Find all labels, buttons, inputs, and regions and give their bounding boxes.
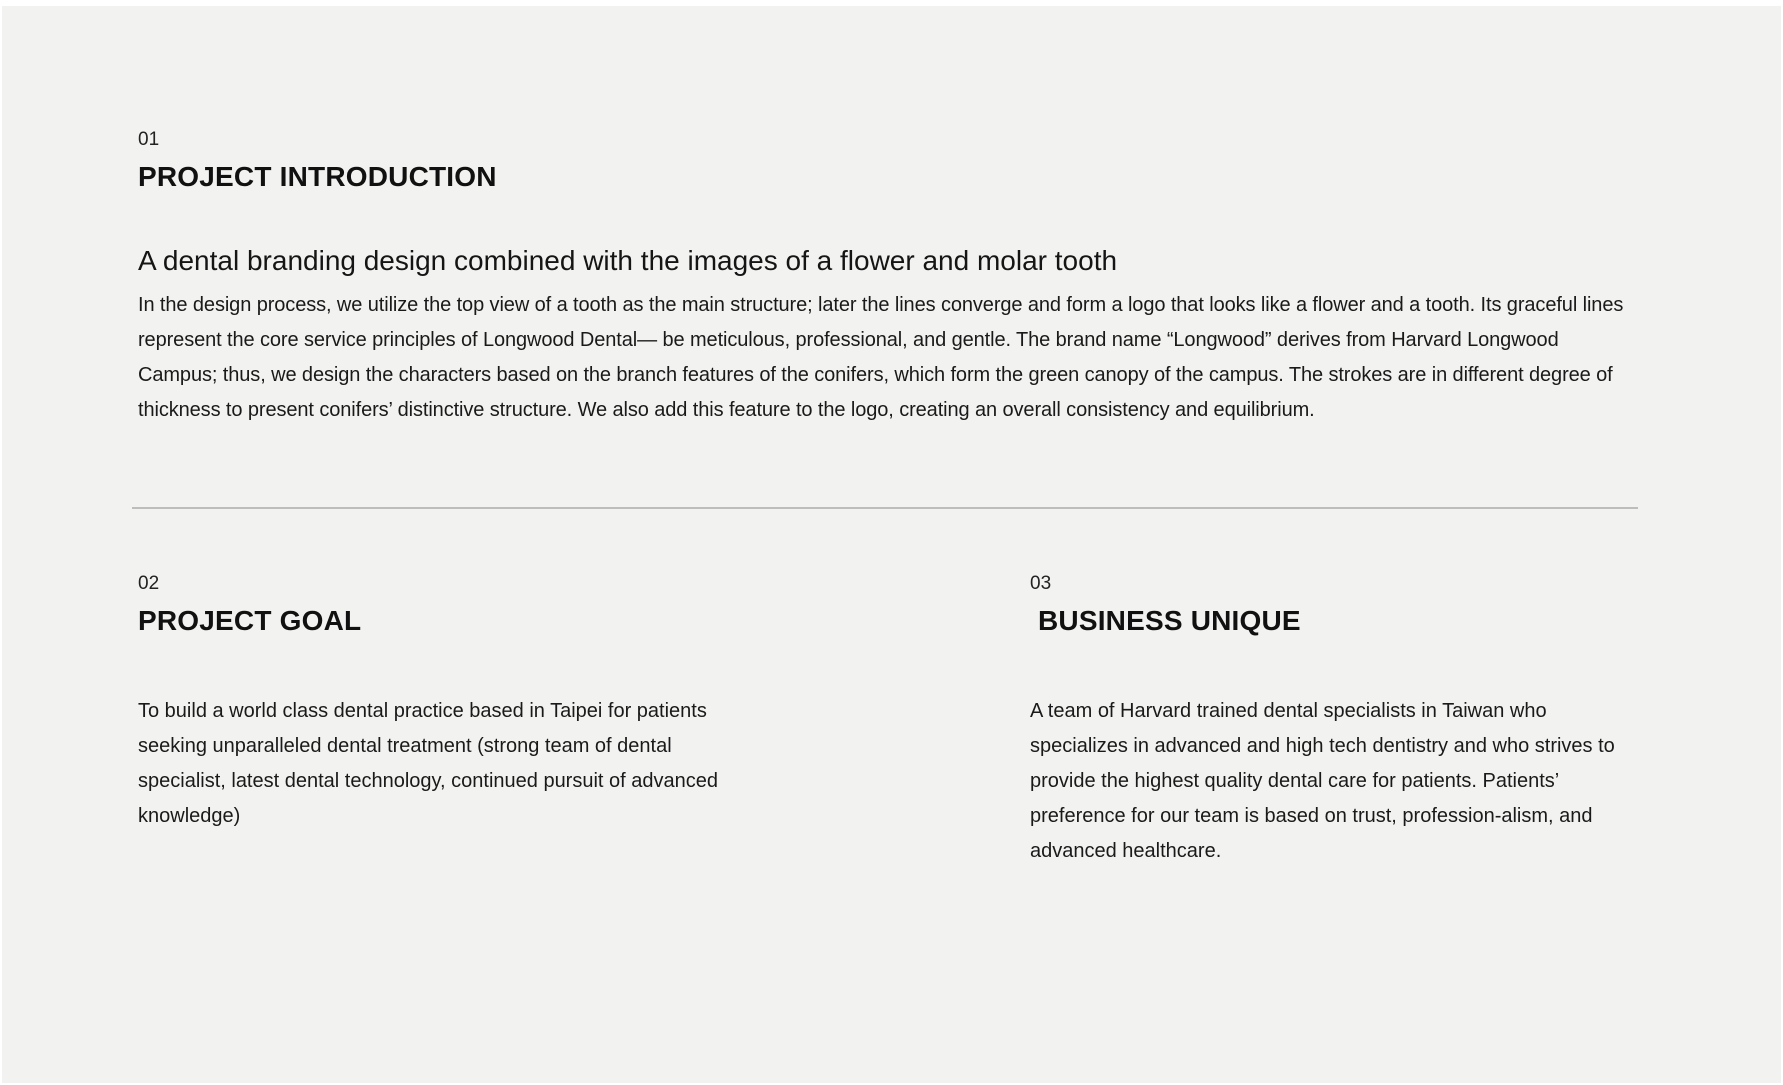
section-title: PROJECT GOAL: [138, 605, 362, 636]
intro-body-text: In the design process, we utilize the top view of a tooth as the main structure; later the lines converge and form a logo that looks like a flower and a tooth. Its graceful lines represent the core service principles of Longwood Dental— be meticulous, professional, and gentle. The brand name “Longwood” derives from Harvard Longwood Campus; thus, we design the characters based on the branch features of the conifers, which form the green canopy of the campus. The strokes are in different degree of thickness to present conifers’ distinctive structure. We also add this feature to the logo, creating an overall consistency and equilibrium.: [138, 294, 1624, 421]
section-business-unique: [1030, 572, 1630, 869]
section-number: 01: [138, 129, 160, 150]
section-project-introduction: [138, 128, 1638, 428]
section-project-goal: [138, 572, 738, 834]
goal-body-text: To build a world class dental practice based in Taipei for patients seeking unparalleled dental treatment (strong team of dental specialist, latest dental technology, continued pursuit of advanced knowledge): [138, 700, 718, 827]
section-divider: [132, 507, 1638, 509]
section-title: PROJECT INTRODUCTION: [138, 161, 497, 192]
section-number: 03: [1030, 573, 1052, 594]
section-title: BUSINESS UNIQUE: [1030, 605, 1301, 636]
section-number: 02: [138, 573, 160, 594]
unique-body-text: A team of Harvard trained dental specialists in Taiwan who specializes in advanced and high tech dentistry and who strives to provide the highest quality dental care for patients. Patients’ preference for our team is based on trust, profession-alism, and advanced healthcare.: [1030, 700, 1615, 862]
page-panel: [2, 6, 1781, 1083]
intro-heading: A dental branding design combined with the images of a flower and molar tooth: [138, 245, 1118, 276]
